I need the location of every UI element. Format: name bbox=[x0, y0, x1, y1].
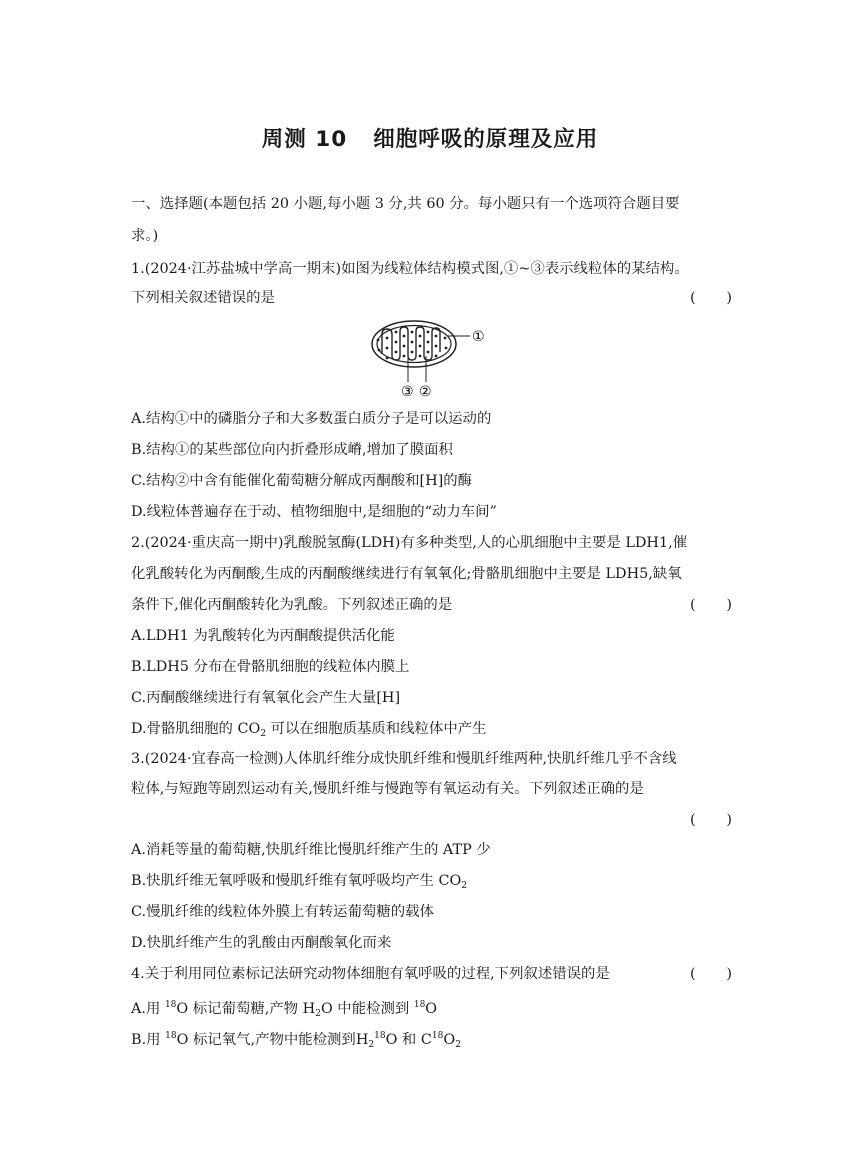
section-instruction-line1: 一、选择题(本题包括 20 小题,每小题 3 分,共 60 分。每小题只有一个选项符合题目要 bbox=[131, 196, 680, 212]
section-instruction-line2: 求。) bbox=[131, 228, 159, 244]
q1-option-c: C.结构②中含有能催化葡萄糖分解成丙酮酸和[H]的酶 bbox=[131, 473, 473, 489]
mitochondrion-figure bbox=[368, 318, 492, 398]
q2-option-b: B.LDH5 分布在骨骼肌细胞的线粒体内膜上 bbox=[131, 659, 410, 675]
q3-option-c: C.慢肌纤维的线粒体外膜上有转运葡萄糖的载体 bbox=[131, 904, 434, 920]
q2-option-c: C.丙酮酸继续进行有氧氧化会产生大量[H] bbox=[131, 690, 401, 706]
q3-answer-blank bbox=[690, 810, 732, 830]
q2-stem-line1: 2.(2024·重庆高一期中)乳酸脱氢酶(LDH)有多种类型,人的心肌细胞中主要是 LDH1,催 bbox=[131, 535, 688, 551]
q1-answer-blank bbox=[690, 288, 732, 308]
q2-option-d: D.骨骼肌细胞的 $CO_2$ 可以在细胞质基质和线粒体中产生 bbox=[131, 721, 487, 739]
figure-label-3: ③ bbox=[401, 384, 414, 398]
paren-close: ) bbox=[726, 290, 732, 306]
q3-option-d: D.快肌纤维产生的乳酸由丙酮酸氧化而来 bbox=[131, 935, 392, 951]
figure-label-1: ① bbox=[472, 329, 485, 345]
q3-option-b: B.快肌纤维无氧呼吸和慢肌纤维有氧呼吸均产生 $CO_2$ bbox=[131, 873, 468, 891]
q1-option-a: A.结构①中的磷脂分子和大多数蛋白质分子是可以运动的 bbox=[131, 411, 492, 427]
paren-close: ) bbox=[726, 966, 732, 982]
paren-open: ( bbox=[690, 597, 696, 613]
paren-open: ( bbox=[690, 812, 696, 828]
q2-answer-blank bbox=[690, 595, 732, 615]
title-main: 细胞呼吸的原理及应用 bbox=[373, 127, 599, 152]
q1-option-b: B.结构①的某些部位向内折叠形成嵴,增加了膜面积 bbox=[131, 442, 453, 458]
page-title bbox=[0, 122, 860, 153]
q1-stem-line1: 1.(2024·江苏盐城中学高一期末)如图为线粒体结构模式图,①~③表示线粒体的某结构。 bbox=[131, 261, 689, 277]
q2-stem-line2: 化乳酸转化为丙酮酸,生成的丙酮酸继续进行有氧氧化;骨骼肌细胞中主要是 LDH5,缺氧 bbox=[131, 566, 682, 582]
paren-open: ( bbox=[690, 290, 696, 306]
q4-answer-blank bbox=[690, 964, 732, 984]
q4-option-b: B.用 $^{18}$O 标记氧气,产物中能检测到$H_2^{18}O$ 和 $C^{18}O_2$ bbox=[131, 1031, 461, 1050]
q2-option-a: A.LDH1 为乳酸转化为丙酮酸提供活化能 bbox=[131, 628, 395, 644]
q1-option-d: D.线粒体普遍存在于动、植物细胞中,是细胞的“动力车间” bbox=[131, 504, 497, 520]
paren-close: ) bbox=[726, 812, 732, 828]
q3-stem-line1: 3.(2024·宜春高一检测)人体肌纤维分成快肌纤维和慢肌纤维两种,快肌纤维几乎不含线 bbox=[131, 751, 677, 767]
figure-label-2: ② bbox=[419, 384, 432, 398]
q1-stem-line2: 下列相关叙述错误的是 bbox=[131, 290, 275, 306]
q2-stem-line3: 条件下,催化丙酮酸转化为乳酸。下列叙述正确的是 bbox=[131, 597, 453, 613]
q3-stem-line2: 粒体,与短跑等剧烈运动有关,慢肌纤维与慢跑等有氧运动有关。下列叙述正确的是 bbox=[131, 781, 644, 797]
paren-open: ( bbox=[690, 966, 696, 982]
q4-option-a: A.用 $^{18}$O 标记葡萄糖,产物 $H_2O$ 中能检测到 $^{18}$O bbox=[131, 1000, 438, 1019]
title-prefix: 周测 10 bbox=[261, 127, 348, 152]
q4-stem-line1: 4.关于利用同位素标记法研究动物体细胞有氧呼吸的过程,下列叙述错误的是 bbox=[131, 966, 610, 982]
q3-option-a: A.消耗等量的葡萄糖,快肌纤维比慢肌纤维产生的 ATP 少 bbox=[131, 842, 491, 858]
paren-close: ) bbox=[726, 597, 732, 613]
